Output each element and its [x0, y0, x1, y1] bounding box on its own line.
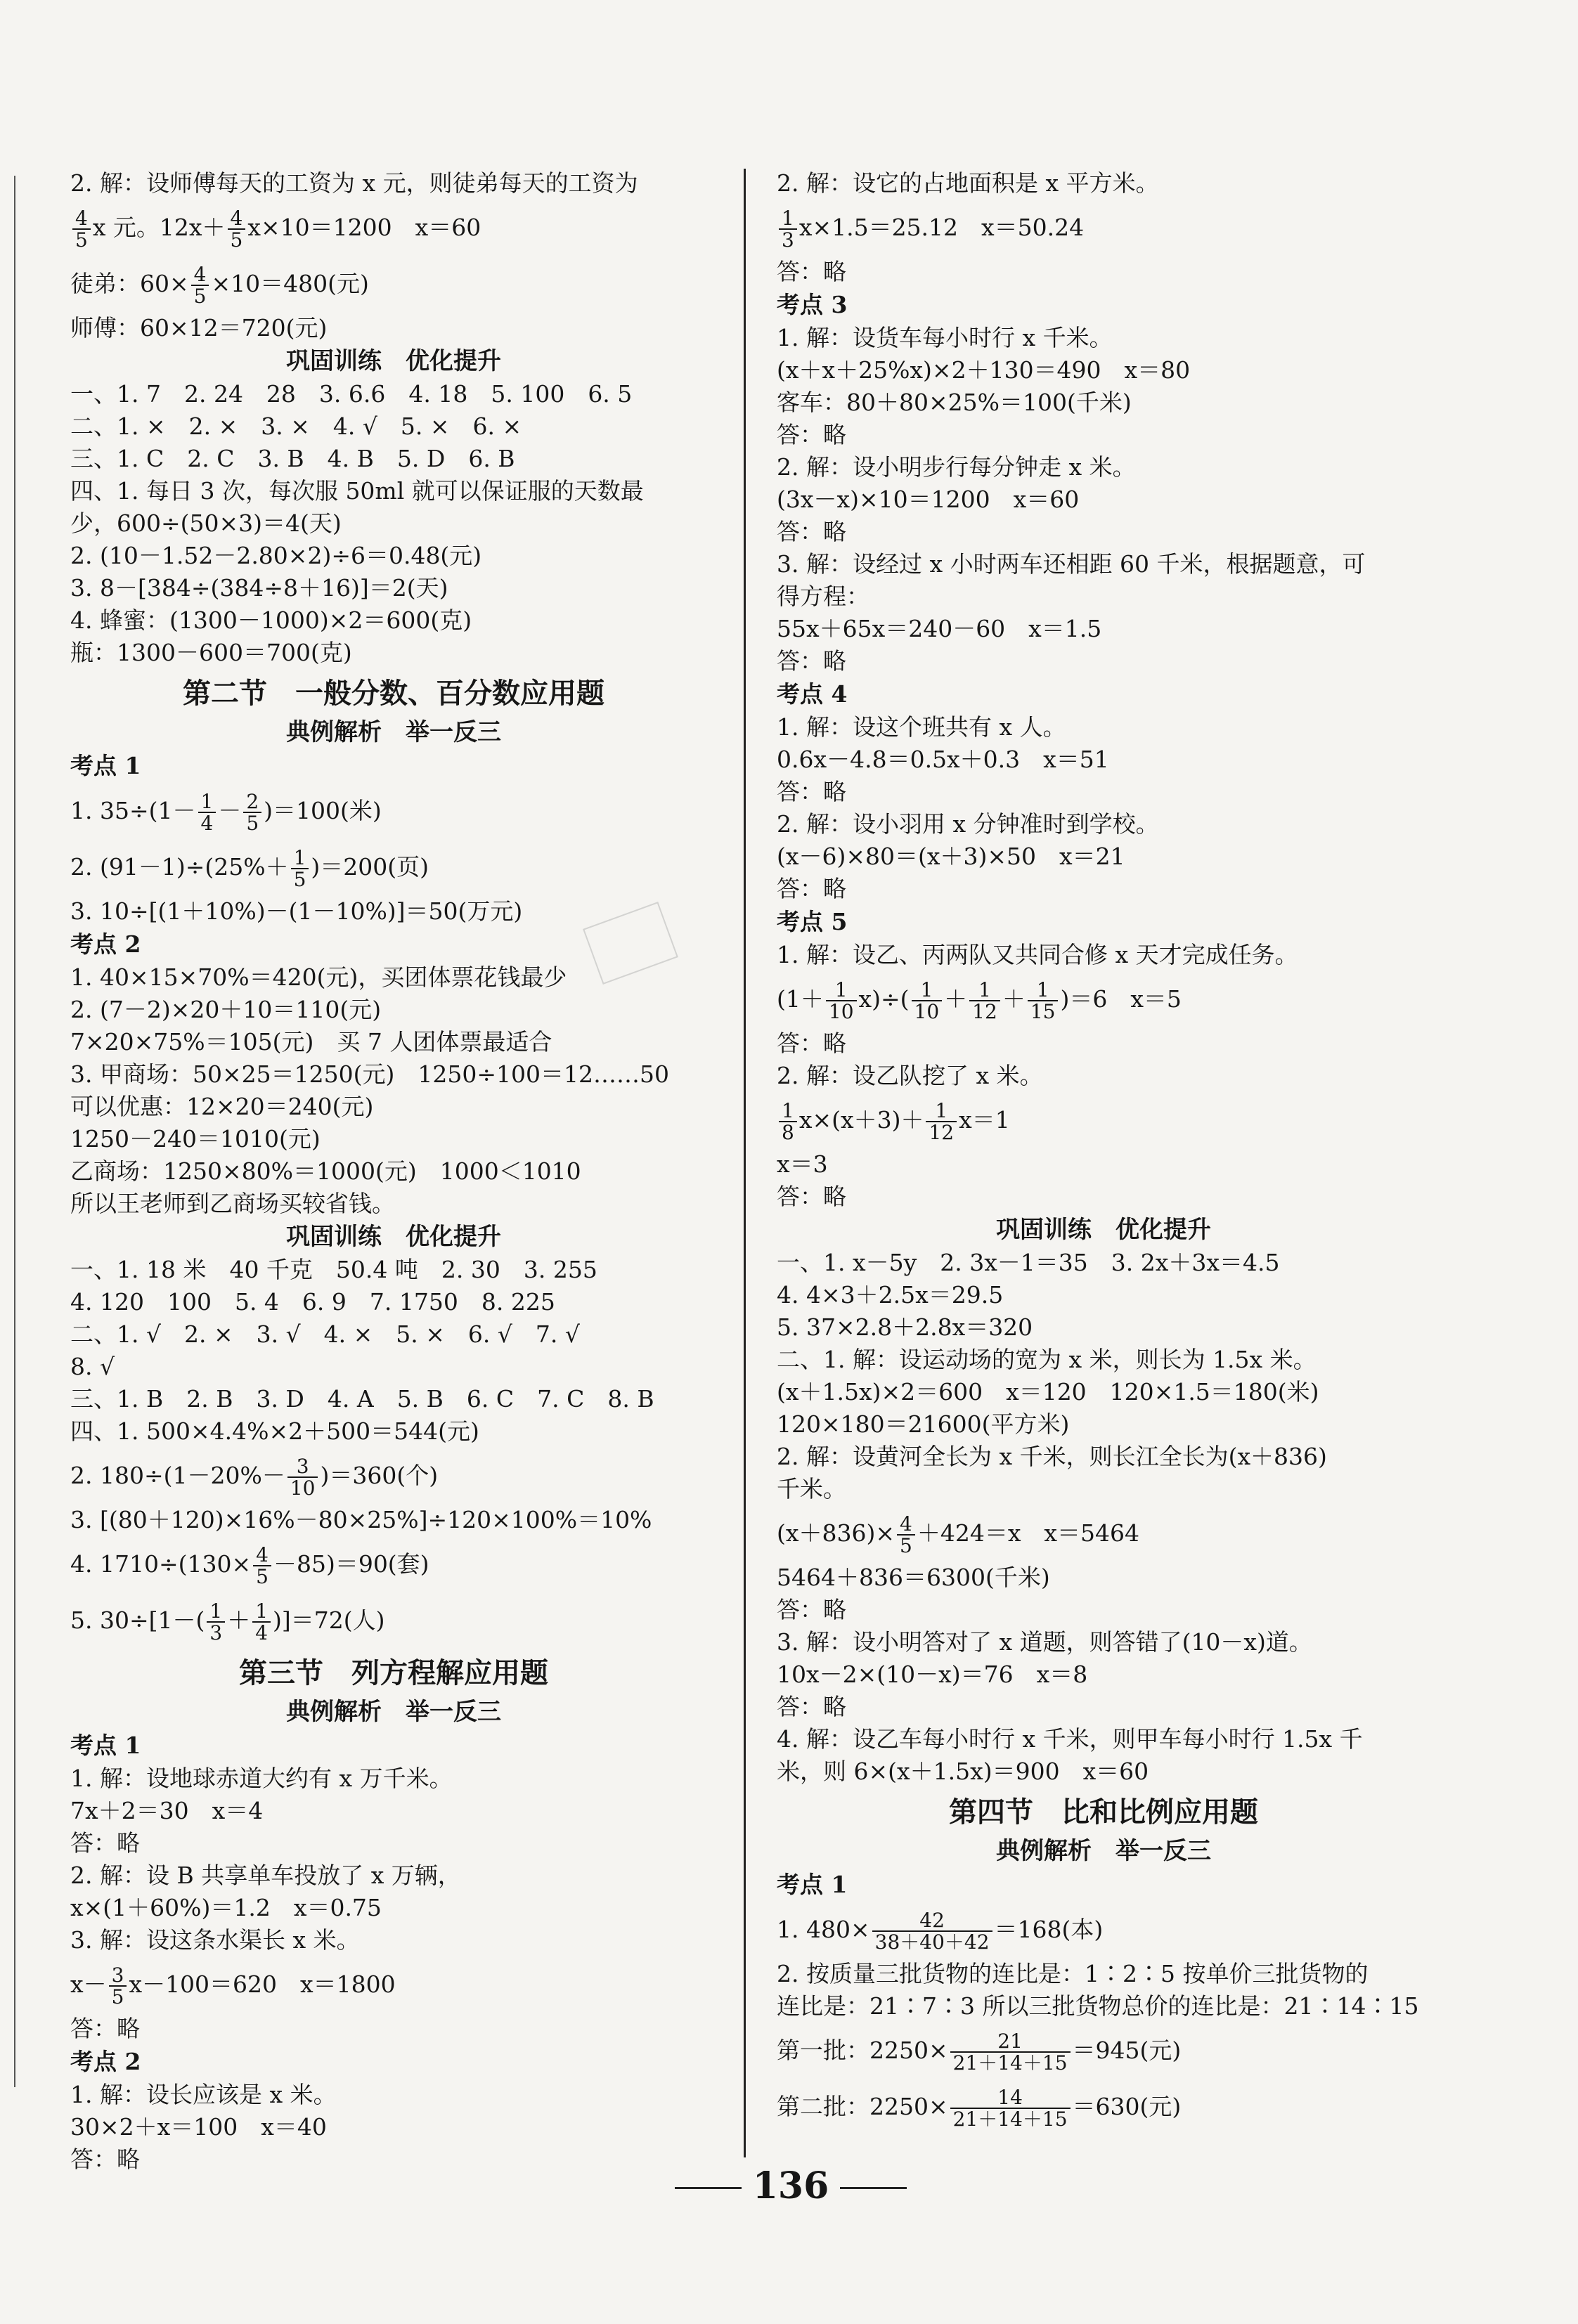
answer-line: 4. 蜂蜜：(1300－1000)×2＝600(克): [70, 606, 472, 634]
answer-line: 所以王老师到乙商场买较省钱。: [70, 1190, 395, 1217]
answer-line: 4. 120 100 5. 4 6. 9 7. 1750 8. 225: [70, 1288, 555, 1316]
answer-line: 三、1. C 2. C 3. B 4. B 5. D 6. B: [70, 445, 515, 472]
formula-text: ＋: [1002, 985, 1026, 1013]
answer-line: 2. 解：设 B 共享单车投放了 x 万辆，: [70, 1862, 461, 1889]
answer-line: 2. 解：设乙队挖了 x 米。: [777, 1062, 1043, 1089]
formula-line: [777, 1902, 1430, 1958]
fraction: [950, 2031, 1071, 2074]
fraction-numerator: 3: [287, 1456, 318, 1478]
answer-line: 得方程：: [777, 583, 869, 610]
formula-line: [70, 200, 717, 256]
answer-line: 2. 解：设师傅每天的工资为 x 元，则徒弟每天的工资为: [70, 169, 638, 197]
answer-line: 四、1. 500×4.4%×2＋500＝544(元): [70, 1417, 479, 1445]
formula-line: [70, 256, 717, 312]
answer-line: 客车：80＋80×25%＝100(千米): [777, 389, 1132, 416]
fraction: [253, 1545, 271, 1588]
fraction-denominator: 21＋14＋15: [952, 2051, 1068, 2075]
answer-line: 3. 解：设这条水渠长 x 米。: [70, 1926, 360, 1954]
formula-text: 2. (91－1)÷(25%＋: [70, 853, 289, 881]
fraction-numerator: 1: [207, 1601, 225, 1623]
answer-line: 30×2＋x＝100 x＝40: [70, 2113, 327, 2141]
answer-line: 3. 8－[384÷(384÷8＋16)]＝2(天): [70, 574, 448, 602]
answer-line: 少，600÷(50×3)＝4(天): [70, 509, 342, 537]
formula-text: )]＝72(人): [273, 1606, 385, 1634]
subsection-heading: 巩固训练 优化提升: [286, 1223, 501, 1251]
answer-line: 瓶：1300－600＝700(克): [70, 639, 352, 666]
formula-text: )＝100(米): [264, 797, 382, 824]
fraction-denominator: 8: [782, 1121, 794, 1144]
fraction: [897, 1514, 915, 1557]
answer-line: 1. 40×15×70%＝420(元)，买团体票花钱最少: [70, 963, 567, 991]
fraction-numerator: 3: [109, 1965, 127, 1987]
formula-line: [777, 200, 1430, 256]
formula-text: 2. 180÷(1－20%－: [70, 1462, 285, 1489]
fraction: [912, 980, 943, 1023]
fraction-denominator: 21＋14＋15: [952, 2108, 1068, 2131]
answer-line: 1. 解：设货车每小时行 x 千米。: [777, 324, 1113, 351]
answer-line: 3. 解：设小明答对了 x 道题，则答错了(10－x)道。: [777, 1628, 1312, 1656]
answer-line: 2. (7－2)×20＋10＝110(元): [70, 996, 382, 1023]
key-point-label: 考点 2: [70, 2048, 141, 2075]
fraction-numerator: 1: [912, 980, 943, 1001]
page-edge-line: [14, 176, 15, 2087]
answer-line: 2. 解：设它的占地面积是 x 平方米。: [777, 169, 1159, 197]
answer-line: 3. 甲商场：50×25＝1250(元) 1250÷100＝12……50: [70, 1060, 669, 1088]
answer-line: 四、1. 每日 3 次，每次服 50ml 就可以保证服的天数最: [70, 477, 644, 505]
fraction-denominator: 12: [929, 1121, 955, 1144]
fraction: [826, 980, 857, 1023]
fraction-numerator: 1: [779, 1101, 797, 1122]
formula-line: [777, 2079, 1430, 2135]
answer-line: 二、1. √ 2. × 3. √ 4. × 5. × 6. √ 7. √: [70, 1320, 580, 1348]
answer-line: 答：略: [777, 875, 846, 902]
answer-line: 答：略: [777, 258, 846, 285]
formula-text: )＝360(个): [320, 1462, 439, 1489]
answer-line: 答：略: [777, 1693, 846, 1720]
answer-line: 答：略: [70, 2146, 140, 2173]
answer-line: 2. 解：设黄河全长为 x 千米，则长江全长为(x＋836): [777, 1443, 1327, 1470]
fraction: [72, 208, 91, 251]
answer-line: 一、1. 18 米 40 千克 50.4 吨 2. 30 3. 255: [70, 1256, 597, 1283]
answer-line: (x＋x＋25%x)×2＋130＝490 x＝80: [777, 356, 1191, 384]
key-point-label: 考点 1: [70, 752, 141, 779]
fraction-numerator: 4: [228, 208, 246, 230]
fraction-numerator: 14: [950, 2087, 1071, 2109]
formula-text: ＝168(本): [994, 1916, 1104, 1943]
answer-line: 7×20×75%＝105(元) 买 7 人团体票最适合: [70, 1028, 552, 1056]
fraction: [191, 264, 209, 307]
fraction-numerator: 4: [253, 1545, 271, 1566]
answer-line: x＝3: [777, 1150, 828, 1178]
answer-line: 2. (10－1.52－2.80×2)÷6＝0.48(元): [70, 542, 482, 569]
formula-text: x－: [70, 1971, 107, 1998]
formula-text: ×10＝480(元): [211, 270, 369, 297]
answer-line: 1. 解：设乙、丙两队又共同合修 x 天才完成任务。: [777, 941, 1298, 968]
answer-line: 4. 解：设乙车每小时行 x 千米，则甲车每小时行 1.5x 千: [777, 1725, 1363, 1753]
answer-line: 1. 解：设这个班共有 x 人。: [777, 713, 1066, 741]
answer-line: (x＋1.5x)×2＝600 x＝120 120×1.5＝180(米): [777, 1378, 1319, 1406]
subsection-heading: 巩固训练 优化提升: [996, 1216, 1211, 1244]
formula-text: x×1.5＝25.12 x＝50.24: [798, 214, 1085, 241]
answer-line: 1. 解：设长应该是 x 米。: [70, 2081, 337, 2108]
formula-text: 1. 35÷(1－: [70, 797, 196, 824]
formula-text: x×(x＋3)＋: [798, 1106, 924, 1134]
formula-text: (1＋: [777, 985, 824, 1013]
fraction-numerator: 21: [950, 2031, 1071, 2053]
formula-line: [777, 1092, 1430, 1148]
fraction: [291, 845, 309, 891]
answer-line: 4. 4×3＋2.5x＝29.5: [777, 1281, 1004, 1309]
answer-line: 米，则 6×(x＋1.5x)＝900 x＝60: [777, 1758, 1149, 1785]
formula-text: )＝200(页): [311, 853, 429, 881]
fraction: [926, 1098, 957, 1144]
fraction-numerator: 1: [1028, 980, 1059, 1001]
fraction: [198, 791, 216, 834]
fraction: [287, 1456, 318, 1499]
answer-line: 5464＋836＝6300(千米): [777, 1564, 1050, 1591]
fraction: [1028, 980, 1059, 1023]
fraction-denominator: 12: [972, 1000, 997, 1023]
fraction-numerator: 4: [72, 208, 91, 230]
formula-text: 第一批：2250×: [777, 2037, 948, 2064]
answer-line: 3. 10÷[(1＋10%)－(1－10%)]＝50(万元): [70, 897, 523, 925]
formula-text: x×10＝1200 x＝60: [247, 214, 481, 241]
key-point-label: 考点 1: [70, 1732, 141, 1759]
formula-text: 第二批：2250×: [777, 2093, 948, 2120]
answer-line: 10x－2×(10－x)＝76 x＝8: [777, 1661, 1088, 1688]
answer-line: 答：略: [777, 1183, 846, 1210]
answer-line: 2. 解：设小明步行每分钟走 x 米。: [777, 453, 1136, 481]
key-point-label: 考点 4: [777, 680, 848, 708]
answer-line: x×(1＋60%)＝1.2 x＝0.75: [70, 1894, 382, 1921]
formula-line: [70, 839, 717, 895]
fraction-denominator: 3: [782, 228, 794, 252]
answer-line: 5. 37×2.8＋2.8x＝320: [777, 1313, 1033, 1341]
fraction: [207, 1601, 225, 1644]
page-number: 136: [675, 2164, 907, 2207]
section-heading: 第四节 比和比例应用题: [949, 1796, 1258, 1829]
formula-text: )＝6 x＝5: [1060, 985, 1182, 1013]
answer-line: 可以优惠：12×20＝240(元): [70, 1093, 374, 1120]
answer-line: 一、1. x－5y 2. 3x－1＝35 3. 2x＋3x＝4.5: [777, 1249, 1280, 1276]
formula-line: [70, 1592, 717, 1649]
key-point-label: 考点 3: [777, 291, 848, 318]
key-point-label: 考点 5: [777, 908, 848, 935]
fraction-denominator: 5: [75, 228, 88, 252]
fraction-denominator: 5: [230, 228, 243, 252]
answer-line: 1250－240＝1010(元): [70, 1125, 321, 1153]
fraction: [228, 208, 246, 251]
fraction: [779, 1098, 797, 1144]
answer-line: 千米。: [777, 1475, 846, 1502]
answer-line: 答：略: [777, 421, 846, 448]
fraction-numerator: 1: [926, 1101, 957, 1122]
subsection-heading: 典例解析 举一反三: [286, 718, 501, 746]
answer-line: 二、1. × 2. × 3. × 4. √ 5. × 6. ×: [70, 413, 522, 440]
formula-line: [777, 971, 1430, 1027]
fraction-denominator: 15: [1030, 1000, 1056, 1023]
fraction-denominator: 5: [293, 868, 306, 891]
subsection-heading: 典例解析 举一反三: [996, 1837, 1211, 1865]
fraction-denominator: 5: [246, 812, 259, 835]
answer-line: 答：略: [777, 778, 846, 805]
fraction-denominator: 4: [200, 812, 214, 835]
formula-text: 1. 480×: [777, 1916, 870, 1943]
fraction-denominator: 10: [828, 1000, 854, 1023]
fraction-numerator: 4: [897, 1514, 915, 1536]
left-column: [70, 167, 717, 2176]
answer-line: (x－6)×80＝(x＋3)×50 x＝21: [777, 843, 1125, 870]
fraction-numerator: 1: [198, 791, 216, 813]
answer-line: (3x－x)×10＝1200 x＝60: [777, 486, 1080, 513]
formula-text: ＝945(元): [1072, 2037, 1182, 2064]
fraction-numerator: 1: [969, 980, 1000, 1001]
formula-text: x－100＝620 x＝1800: [129, 1971, 396, 1998]
formula-text: －: [218, 797, 242, 824]
formula-text: 5. 30÷[1－(: [70, 1606, 205, 1634]
formula-text: －85)＝90(套): [273, 1550, 429, 1578]
answer-line: 一、1. 7 2. 24 28 3. 6.6 4. 18 5. 100 6. 5: [70, 380, 633, 408]
fraction-denominator: 10: [290, 1476, 316, 1500]
formula-text: x)÷(: [858, 985, 910, 1013]
subsection-heading: 典例解析 举一反三: [286, 1698, 501, 1726]
answer-line: 0.6x－4.8＝0.5x＋0.3 x＝51: [777, 746, 1109, 773]
fraction-numerator: 4: [191, 264, 209, 286]
column-divider: [744, 169, 746, 2157]
fraction-denominator: 3: [209, 1621, 223, 1644]
fraction-denominator: 4: [255, 1621, 269, 1644]
answer-line: 三、1. B 2. B 3. D 4. A 5. B 6. C 7. C 8. B: [70, 1385, 654, 1413]
fraction-numerator: 2: [243, 791, 261, 813]
fraction-denominator: 5: [111, 1985, 124, 2008]
formula-text: x 元。12x＋: [92, 214, 226, 241]
fraction: [243, 791, 261, 834]
key-point-label: 考点 1: [777, 1871, 848, 1898]
formula-line: [70, 1956, 717, 2013]
answer-line: 2. 按质量三批货物的连比是：1∶2∶5 按单价三批货物的: [777, 1960, 1369, 1987]
fraction-numerator: 42: [872, 1910, 992, 1932]
fraction-numerator: 1: [779, 208, 797, 230]
answer-line: 3. 解：设经过 x 小时两车还相距 60 千米，根据题意，可: [777, 550, 1366, 578]
formula-line: [70, 783, 717, 839]
answer-line: 乙商场：1250×80%＝1000(元) 1000＜1010: [70, 1157, 581, 1185]
formula-text: (x＋836)×: [777, 1519, 895, 1547]
fraction-numerator: 1: [291, 848, 309, 869]
answer-line: 120×180＝21600(平方米): [777, 1410, 1070, 1438]
answer-line: 7x＋2＝30 x＝4: [70, 1797, 264, 1824]
formula-text: ＝630(元): [1072, 2093, 1182, 2120]
formula-text: 4. 1710÷(130×: [70, 1550, 252, 1578]
fraction: [950, 2087, 1071, 2130]
answer-line: 2. 解：设小羽用 x 分钟准时到学校。: [777, 810, 1159, 838]
key-point-label: 考点 2: [70, 930, 141, 958]
formula-line: [777, 1505, 1430, 1562]
answer-line: 3. [(80＋120)×16%－80×25%]÷120×100%＝10%: [70, 1506, 652, 1533]
fraction-denominator: 5: [256, 1565, 269, 1588]
fraction-denominator: 10: [914, 1000, 940, 1023]
fraction: [779, 208, 797, 251]
answer-line: 答：略: [70, 1829, 140, 1857]
answer-line: 二、1. 解：设运动场的宽为 x 米，则长为 1.5x 米。: [777, 1346, 1317, 1373]
section-heading: 第三节 列方程解应用题: [239, 1656, 548, 1689]
answer-line: 1. 解：设地球赤道大约有 x 万千米。: [70, 1765, 453, 1792]
fraction-denominator: 5: [900, 1534, 912, 1557]
formula-line: [70, 1536, 717, 1592]
formula-text: 徒弟：60×: [70, 270, 189, 297]
answer-line: 答：略: [777, 1030, 846, 1057]
answer-line: 55x＋65x＝240－60 x＝1.5: [777, 615, 1102, 642]
fraction: [872, 1910, 992, 1953]
answer-line: 师傅：60×12＝720(元): [70, 314, 328, 342]
fraction-numerator: 1: [826, 980, 857, 1001]
formula-text: x＝1: [959, 1106, 1010, 1134]
formula-text: ＋: [227, 1606, 251, 1634]
section-heading: 第二节 一般分数、百分数应用题: [183, 677, 604, 710]
answer-line: 答：略: [777, 1596, 846, 1623]
fraction-denominator: 5: [193, 285, 207, 308]
fraction-denominator: 38＋40＋42: [874, 1930, 990, 1954]
formula-line: [70, 1448, 717, 1504]
right-column: [777, 167, 1430, 2135]
fraction: [252, 1601, 271, 1644]
formula-text: ＋424＝x x＝5464: [917, 1519, 1140, 1547]
answer-line: 连比是：21∶7∶3 所以三批货物总价的连比是：21∶14∶15: [777, 1992, 1419, 2020]
fraction: [969, 980, 1000, 1023]
formula-text: ＋: [944, 985, 968, 1013]
fraction: [109, 1965, 127, 2008]
formula-line: [777, 2023, 1430, 2079]
answer-line: 答：略: [777, 518, 846, 545]
answer-line: 8. √: [70, 1353, 115, 1380]
answer-line: 答：略: [777, 647, 846, 675]
fraction-numerator: 1: [252, 1601, 271, 1623]
subsection-heading: 巩固训练 优化提升: [286, 347, 501, 375]
answer-line: 答：略: [70, 2015, 140, 2042]
